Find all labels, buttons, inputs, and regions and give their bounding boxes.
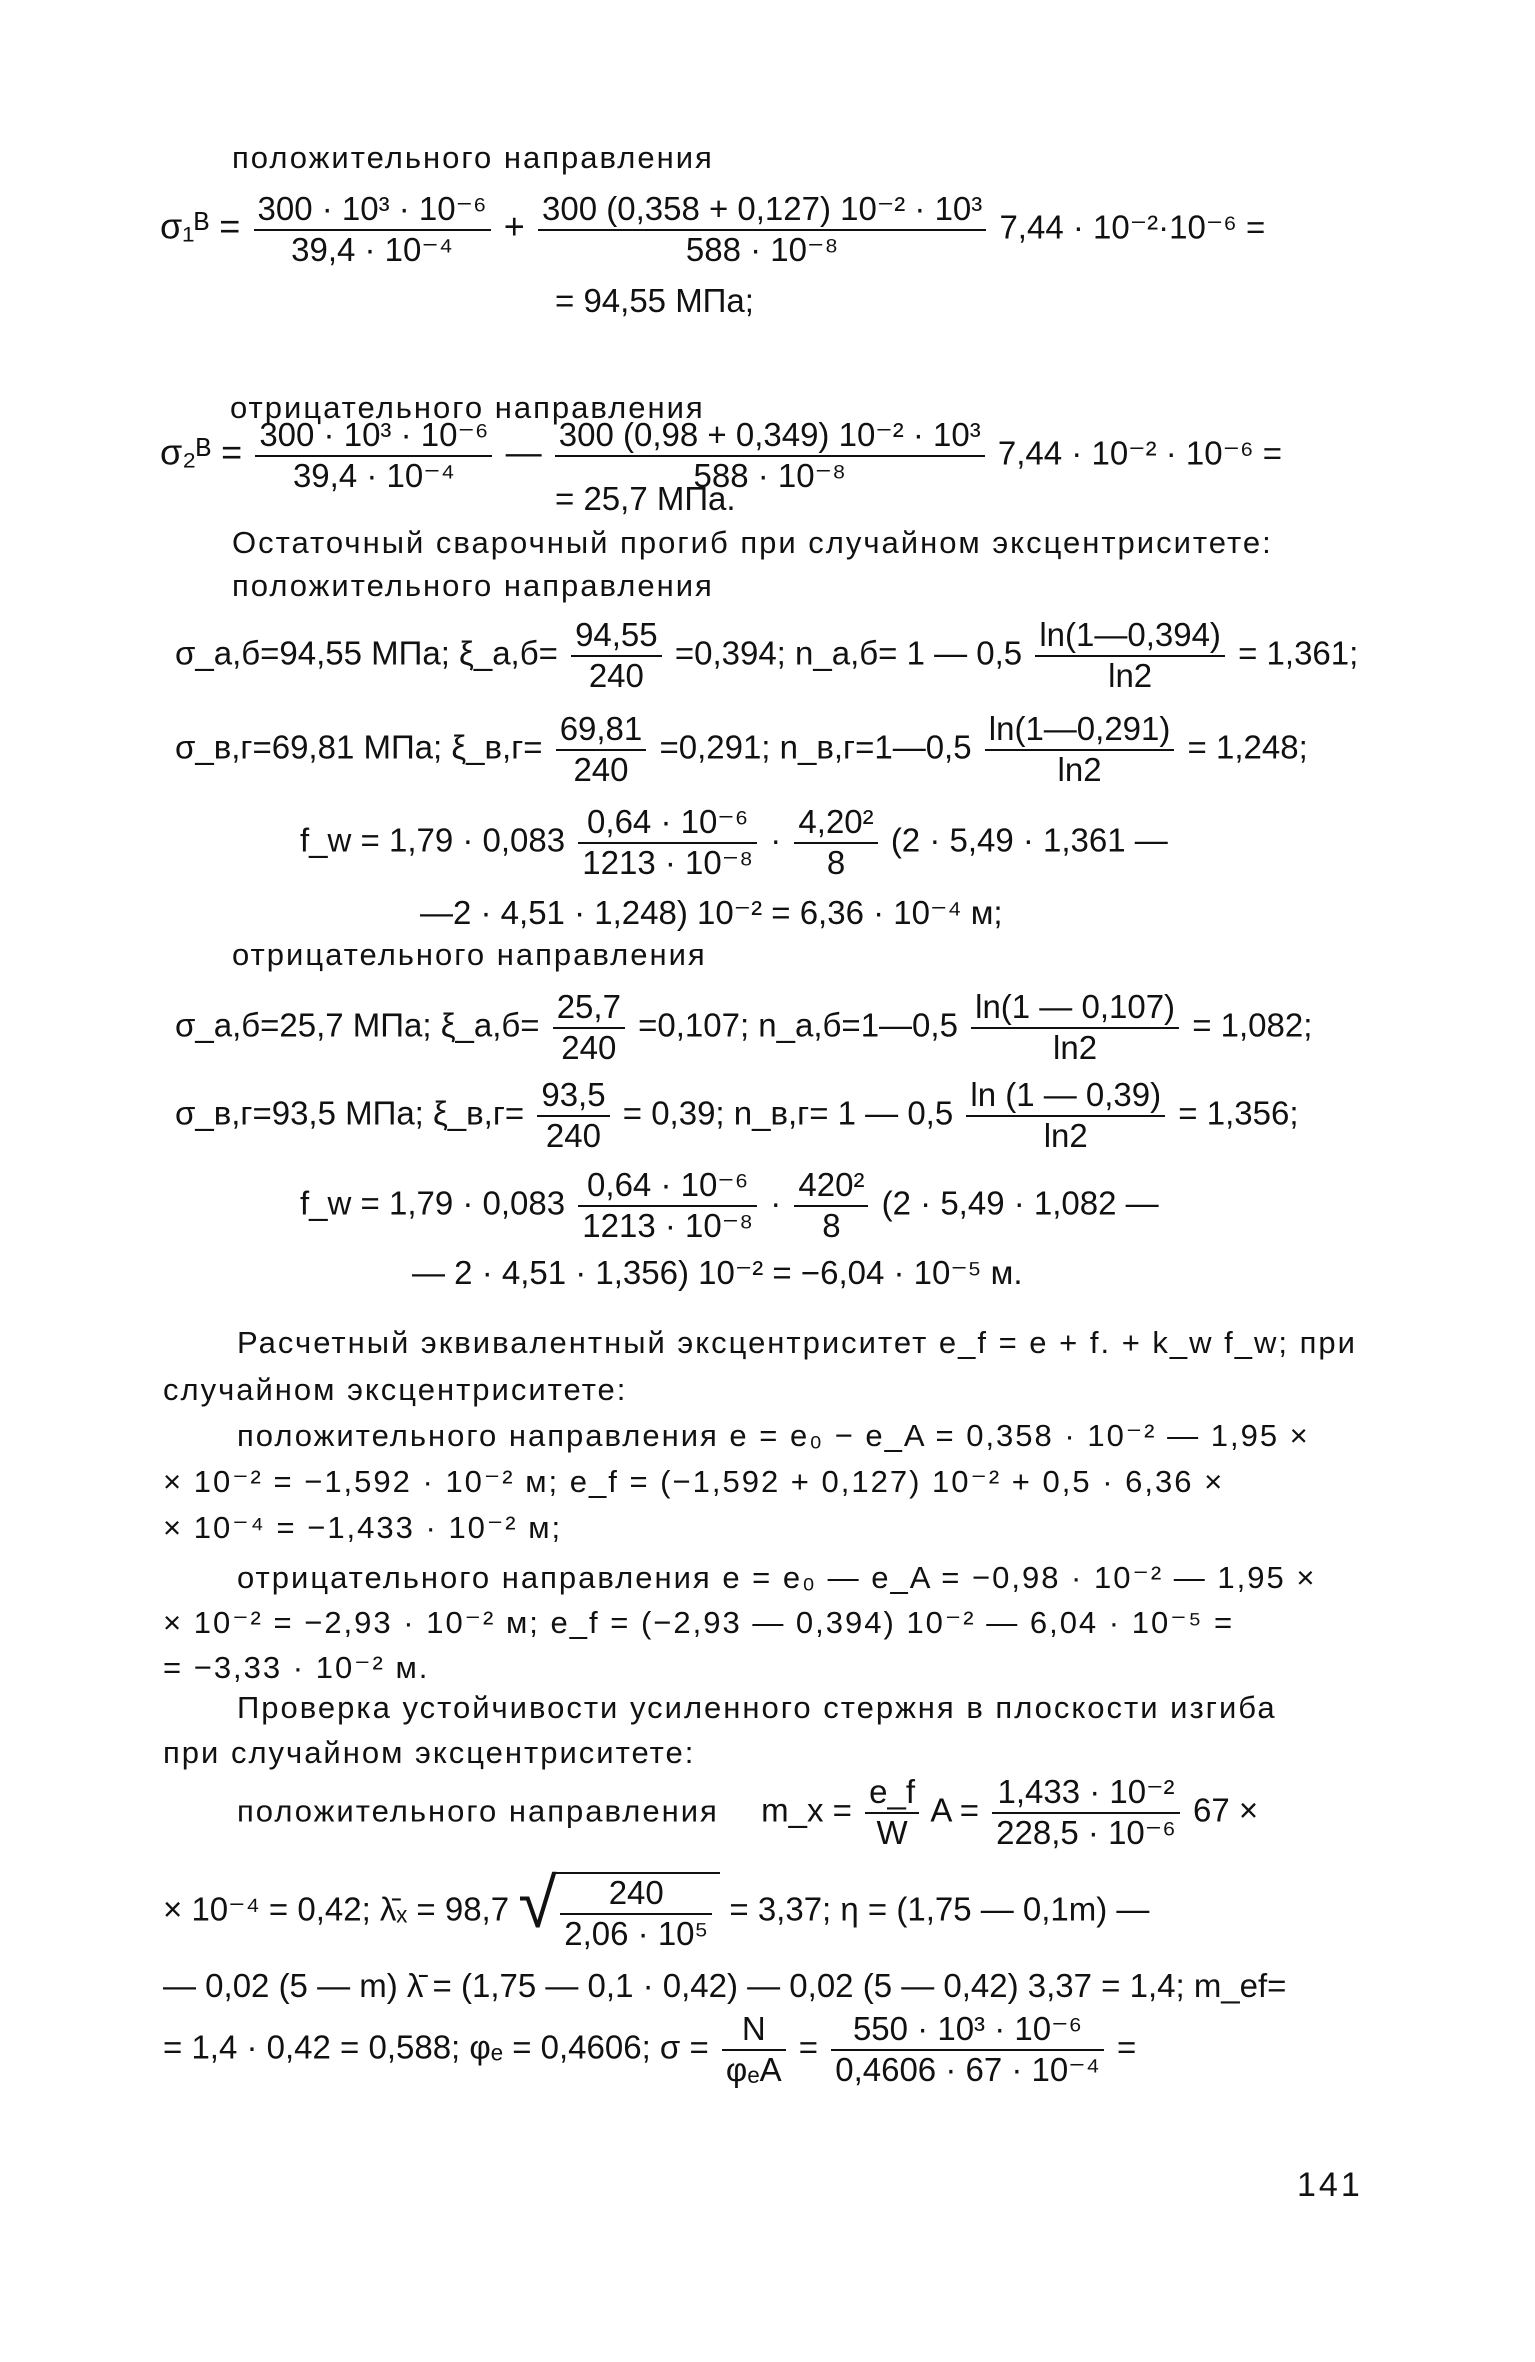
numerator: ln(1 — 0,107) [971, 990, 1179, 1029]
numerator: 1,433 · 10⁻² [992, 1775, 1180, 1814]
fw1-fraction-2 [794, 805, 877, 880]
numerator: 69,81 [556, 712, 647, 751]
equation-row-3 [175, 990, 1312, 1065]
numerator: ln (1 — 0,39) [966, 1078, 1165, 1117]
denominator: 2,06 · 10⁵ [564, 1914, 709, 1952]
positive-e-line3: × 10⁻⁴ = −1,433 · 10⁻² м; [163, 1510, 563, 1545]
row4-part-b: = 0,39; n_в,г= 1 — 0,5 [622, 1094, 954, 1132]
row4-ln-fraction [966, 1078, 1165, 1153]
denominator: 1213 · 10⁻⁸ [582, 1206, 754, 1244]
numerator: 300 · 10³ · 10⁻⁶ [255, 418, 492, 457]
numerator: e_f [865, 1775, 919, 1814]
denominator: 39,4 · 10⁻⁴ [291, 230, 453, 268]
sigma-final-fraction-1 [722, 2012, 786, 2087]
stability-positive-label: положительного направления [237, 1793, 719, 1829]
equiv-eccentricity-line2: случайном эксцентриситете: [163, 1372, 628, 1407]
numerator: 420² [794, 1168, 868, 1207]
mx-fraction-1 [865, 1775, 919, 1850]
sigma2-operator: — [505, 431, 542, 473]
negative-e-line3: = −3,33 · 10⁻² м. [163, 1650, 430, 1685]
equation-lambda [163, 1864, 1150, 1952]
numerator: 25,7 [553, 990, 625, 1029]
heading-negative-direction-2: отрицательного направления [232, 937, 707, 972]
fw1-fraction-1 [578, 805, 757, 880]
heading-positive-direction: положительного направления [232, 140, 714, 175]
fw2-dot: · [770, 1184, 782, 1222]
row1-part-a: σ_a,б=94,55 МПа; ξ_a,б= [175, 634, 558, 672]
heading-positive-direction-2: положительного направления [232, 568, 714, 603]
numerator: 300 (0,98 + 0,349) 10⁻² · 10³ [555, 418, 985, 457]
sigma-final-equals: = [798, 2028, 819, 2066]
denominator: 8 [826, 843, 846, 881]
stability-line2: при случайном эксцентриситете: [163, 1735, 696, 1770]
fw1-part-b: (2 · 5,49 · 1,361 — [890, 821, 1168, 859]
equation-fw-positive-line2: —2 · 4,51 · 1,248) 10⁻² = 6,36 · 10⁻⁴ м; [420, 894, 1003, 931]
row1-part-c: = 1,361; [1238, 634, 1359, 672]
positive-e-line2: × 10⁻² = −1,592 · 10⁻² м; e_f = (−1,592 + 0,127) 10⁻² + 0,5 · 6,36 × [163, 1464, 1225, 1499]
denominator: ln2 [1043, 1116, 1088, 1154]
equation-row-2 [175, 712, 1308, 787]
numerator: N [722, 2012, 786, 2051]
denominator: ln2 [1108, 656, 1153, 694]
denominator: ln2 [1057, 750, 1102, 788]
denominator: 228,5 · 10⁻⁶ [996, 1813, 1176, 1851]
row2-fraction [556, 712, 647, 787]
sigma1-operator: + [503, 205, 525, 247]
equation-row-1 [175, 618, 1358, 693]
sigma2-tail: 7,44 · 10⁻² · 10⁻⁶ = [997, 434, 1283, 472]
sigma1-fraction-2 [538, 192, 986, 267]
denominator: ln2 [1053, 1028, 1098, 1066]
fw2-part-a: f_w = 1,79 · 0,083 [300, 1184, 566, 1222]
numerator: 240 [560, 1876, 712, 1915]
sigma1-fraction-1 [254, 192, 491, 267]
equation-sigma-final [163, 2012, 1136, 2087]
row4-fraction [537, 1078, 609, 1153]
sigma-final-fraction-2 [831, 2012, 1104, 2087]
numerator: 0,64 · 10⁻⁶ [578, 805, 757, 844]
numerator: 300 · 10³ · 10⁻⁶ [254, 192, 491, 231]
lambda-fraction [560, 1876, 712, 1951]
denominator: φₑA [725, 2050, 782, 2088]
row1-fraction [571, 618, 662, 693]
fw2-fraction-1 [578, 1168, 757, 1243]
denominator: 588 · 10⁻⁸ [685, 230, 839, 268]
row2-part-c: = 1,248; [1187, 728, 1308, 766]
negative-e-line1: отрицательного направления e = e₀ — e_A = −0,98 · 10⁻² — 1,95 × [237, 1560, 1317, 1595]
numerator: 550 · 10³ · 10⁻⁶ [831, 2012, 1104, 2051]
denominator: 39,4 · 10⁻⁴ [292, 456, 455, 494]
equation-mx [237, 1775, 1258, 1850]
equation-sigma1 [160, 192, 1265, 267]
numerator: 94,55 [571, 618, 662, 657]
mx-part-b: A = [930, 1791, 979, 1829]
mx-part-a: m_x = [761, 1791, 852, 1829]
row4-part-a: σ_в,г=93,5 МПа; ξ_в,г= [175, 1094, 525, 1132]
denominator: 240 [573, 750, 629, 788]
row1-part-b: =0,394; n_a,б= 1 — 0,5 [674, 634, 1023, 672]
row3-ln-fraction [971, 990, 1179, 1065]
numerator: 0,64 · 10⁻⁶ [578, 1168, 757, 1207]
fw1-part-a: f_w = 1,79 · 0,083 [300, 821, 566, 859]
fw1-dot: · [770, 821, 782, 859]
sigma2-lhs: σ₂ᴮ = [160, 431, 243, 473]
sigma2-result: = 25,7 МПа. [555, 480, 736, 517]
equation-fw-negative [300, 1168, 1159, 1243]
numerator: ln(1—0,394) [1035, 618, 1225, 657]
row3-part-a: σ_a,б=25,7 МПа; ξ_a,б= [175, 1006, 540, 1044]
denominator: 240 [545, 1116, 601, 1154]
denominator: W [876, 1813, 908, 1851]
stability-line1: Проверка устойчивости усиленного стержня в плоскости изгиба [237, 1690, 1277, 1725]
numerator: 300 (0,358 + 0,127) 10⁻² · 10³ [538, 192, 986, 231]
radicand [552, 1872, 720, 1951]
sigma1-lhs: σ₁ᴮ = [160, 205, 241, 247]
sigma-final-part-a: = 1,4 · 0,42 = 0,588; φₑ = 0,4606; σ = [163, 2028, 709, 2066]
denominator: 8 [822, 1206, 841, 1244]
sigma1-tail: 7,44 · 10⁻²·10⁻⁶ = [999, 208, 1266, 246]
equation-fw-positive [300, 805, 1168, 880]
negative-e-line2: × 10⁻² = −2,93 · 10⁻² м; e_f = (−2,93 — 0,394) 10⁻² — 6,04 · 10⁻⁵ = [163, 1605, 1235, 1640]
radical-sign-icon: √ [518, 1864, 557, 1942]
denominator: 240 [561, 1028, 617, 1066]
positive-e-line1: положительного направления e = e₀ − e_A = 0,358 · 10⁻² — 1,95 × [237, 1418, 1310, 1453]
mx-part-c: 67 × [1192, 1791, 1259, 1829]
lambda-part-a: × 10⁻⁴ = 0,42; λ̄ₓ = 98,7 [163, 1890, 510, 1928]
denominator: 1213 · 10⁻⁸ [582, 843, 754, 881]
numerator: 93,5 [537, 1078, 609, 1117]
denominator: 0,4606 · 67 · 10⁻⁴ [835, 2050, 1100, 2088]
numerator: ln(1—0,291) [985, 712, 1175, 751]
row3-fraction [553, 990, 625, 1065]
page-number: 141 [1297, 2166, 1363, 2204]
residual-intro: Остаточный сварочный прогиб при случайном эксцентриситете: [232, 525, 1273, 560]
fw2-fraction-2 [794, 1168, 868, 1243]
denominator: 240 [588, 656, 644, 694]
sigma2-fraction-1 [255, 418, 492, 493]
square-root [518, 1864, 720, 1952]
row2-part-a: σ_в,г=69,81 МПа; ξ_в,г= [175, 728, 543, 766]
row1-ln-fraction [1035, 618, 1225, 693]
row4-part-c: = 1,356; [1178, 1094, 1299, 1132]
heading-negative-direction: отрицательного направления [230, 390, 705, 425]
row2-ln-fraction [985, 712, 1175, 787]
equation-fw-negative-line2: — 2 · 4,51 · 1,356) 10⁻² = −6,04 · 10⁻⁵ м. [412, 1254, 1023, 1291]
sigma-final-end: = [1117, 2028, 1137, 2066]
equation-row-4 [175, 1078, 1299, 1153]
numerator: 4,20² [794, 805, 877, 844]
equation-eta: — 0,02 (5 — m) λ̄ = (1,75 — 0,1 · 0,42) — 0,02 (5 — 0,42) 3,37 = 1,4; m_ef= [163, 1967, 1287, 2004]
denominator: 588 · 10⁻⁸ [693, 456, 846, 494]
equiv-eccentricity-line1: Расчетный эквивалентный эксцентриситет e_f = e + f. + k_w f_w; при [237, 1325, 1357, 1360]
fw2-part-b: (2 · 5,49 · 1,082 — [881, 1184, 1159, 1222]
mx-fraction-2 [992, 1775, 1180, 1850]
row2-part-b: =0,291; n_в,г=1—0,5 [659, 728, 972, 766]
lambda-part-b: = 3,37; η = (1,75 — 0,1m) — [729, 1890, 1150, 1928]
row3-part-b: =0,107; n_a,б=1—0,5 [638, 1006, 958, 1044]
row3-part-c: = 1,082; [1192, 1006, 1313, 1044]
sigma1-result: = 94,55 МПа; [555, 282, 754, 319]
